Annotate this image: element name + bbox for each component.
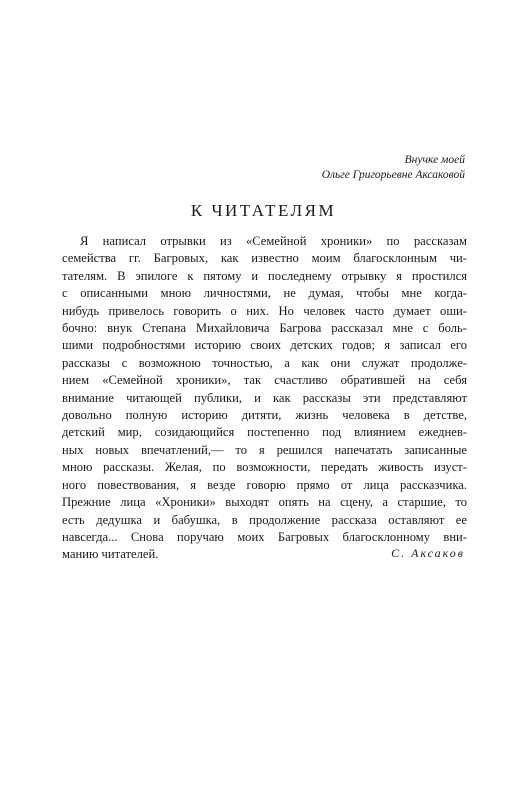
dedication-line-2: Ольге Григорьевне Аксаковой bbox=[321, 169, 465, 181]
author-signature: С. Аксаков bbox=[391, 546, 465, 560]
body-line: внимание читающей публики, и как рассказы эти представляют bbox=[62, 390, 467, 405]
body-line: манию читателей. bbox=[62, 547, 159, 562]
body-line: нибудь привелось говорить о них. Но человек часто думает оши- bbox=[62, 303, 467, 318]
body-line: нием «Семейной хроники», так счастливо обратившей на себя bbox=[62, 373, 467, 388]
body-line: Я написал отрывки из «Семейной хроники» по рассказам bbox=[80, 234, 467, 248]
body-line: есть дедушка и бабушка, в продолжение рассказа оставляют ее bbox=[62, 512, 467, 527]
body-line: ных новых впечатлений,— то я решился напечатать записанные bbox=[62, 442, 467, 457]
body-line: с описанными мною личностями, не думая, чтобы мне когда- bbox=[62, 286, 467, 301]
body-line: рассказы с возможною точностью, а как они служат продолже- bbox=[62, 355, 467, 370]
body-line: довольно полную историю дитяти, жизнь человека в детстве, bbox=[62, 408, 467, 423]
body-line: семейства гг. Багровых, как известно моим благосклонным чи- bbox=[62, 251, 467, 266]
body-line: тателям. В эпилоге к пятому и последнему отрывку я простился bbox=[62, 268, 467, 283]
dedication-line-1: Внучке моей bbox=[404, 154, 465, 166]
body-line: навсегда... Снова поручаю моих Багровых благосклонному вни- bbox=[62, 529, 467, 544]
body-paragraph bbox=[62, 233, 467, 564]
body-line: мною рассказы. Желая, по возможности, передать живость изуст- bbox=[62, 460, 467, 475]
page-title: К ЧИТАТЕЛЯМ bbox=[190, 201, 337, 220]
body-line: бочно: внук Степана Михайловича Багрова рассказал мне с боль- bbox=[62, 321, 467, 336]
body-line: ного повествования, я везде говорю прямо от лица рассказчика. bbox=[62, 477, 467, 492]
dedication bbox=[322, 153, 465, 183]
body-line: детский мир, созидающийся постепенно под влиянием ежеднев- bbox=[62, 425, 467, 440]
body-line: шими подробностями историю своих детских годов; я записал его bbox=[62, 338, 467, 353]
body-line: Прежние лица «Хроники» выходят опять на сцену, а старшие, то bbox=[62, 495, 467, 510]
